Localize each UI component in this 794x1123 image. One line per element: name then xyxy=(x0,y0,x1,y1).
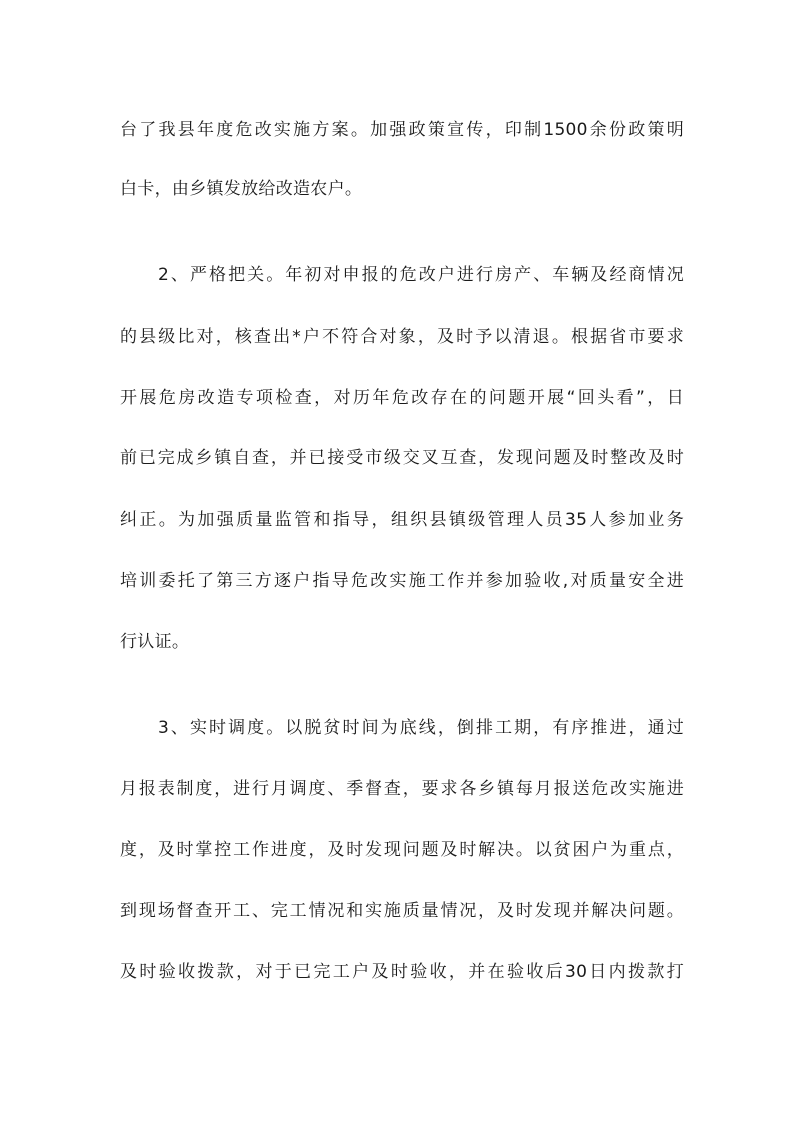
paragraph-line: 开展危房改造专项检查，对历年危改存在的问题开展“回头看”，日 xyxy=(120,388,684,408)
paragraph-line: 月报表制度，进行月调度、季督查，要求各乡镇每月报送危改实施进 xyxy=(120,779,684,799)
paragraph-line: 行认证。 xyxy=(120,632,190,652)
paragraph-line: 白卡，由乡镇发放给改造农户。 xyxy=(120,179,363,199)
paragraph-line: 纠正。为加强质量监管和指导，组织县镇级管理人员35人参加业务 xyxy=(120,510,684,530)
paragraph-line: 台了我县年度危改实施方案。加强政策宣传，印制1500余份政策明 xyxy=(120,120,684,140)
paragraph-line: 前已完成乡镇自查，并已接受市级交叉互查，发现问题及时整改及时 xyxy=(120,448,684,468)
paragraph-line: 及时验收拨款，对于已完工户及时验收，并在验收后30日内拨款打 xyxy=(120,962,684,982)
paragraph-line: 培训委托了第三方逐户指导危改实施工作并参加验收,对质量安全进 xyxy=(120,571,684,591)
paragraph-line: 度，及时掌控工作进度，及时发现问题及时解决。以贫困户为重点， xyxy=(120,840,684,860)
paragraph-line: 3、实时调度。以脱贫时间为底线，倒排工期，有序推进，通过 xyxy=(158,718,684,738)
paragraph-line: 2、严格把关。年初对申报的危改户进行房产、车辆及经商情况 xyxy=(158,265,684,285)
paragraph-line: 的县级比对，核查出*户不符合对象，及时予以清退。根据省市要求 xyxy=(120,327,684,347)
paragraph-line: 到现场督查开工、完工情况和实施质量情况，及时发现并解决问题。 xyxy=(120,901,684,921)
